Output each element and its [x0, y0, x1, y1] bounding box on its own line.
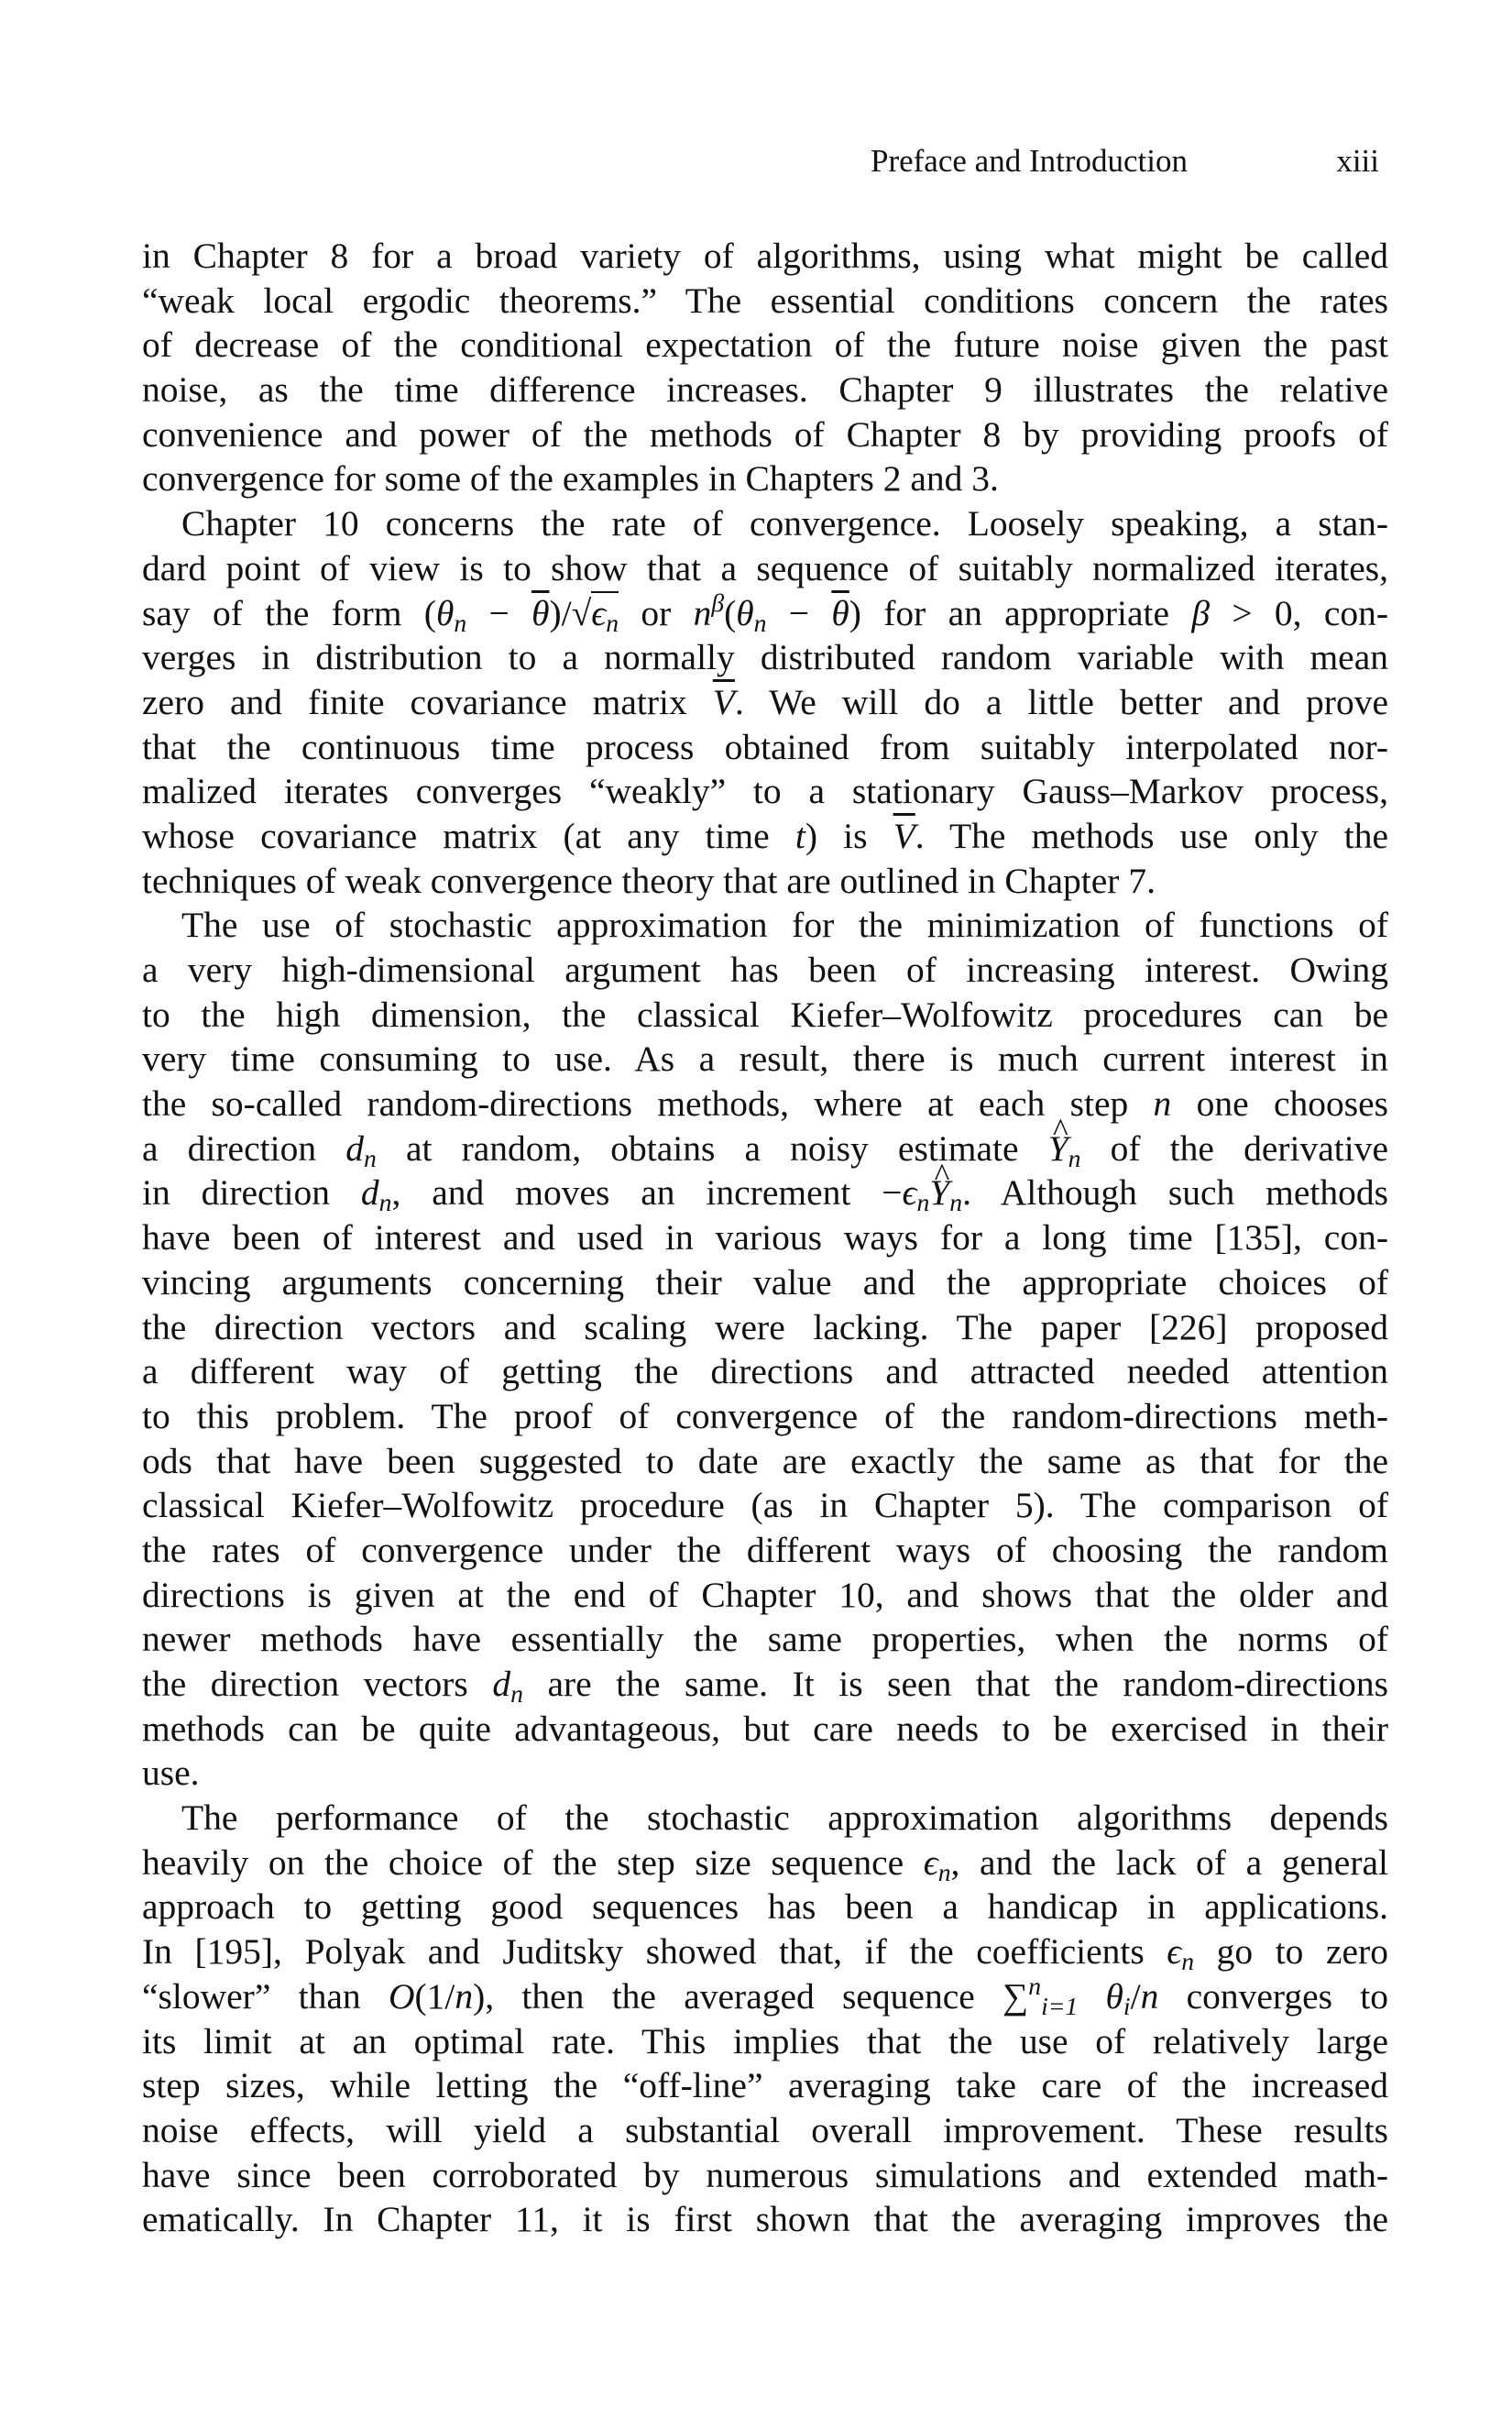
- text-run: In [195], Polyak and Juditsky showed that, if the coefficients: [142, 1931, 1167, 1973]
- text-line: convergence for some of the examples in Chapters 2 and 3.: [142, 458, 999, 500]
- text-line: use.: [142, 1753, 200, 1794]
- paragraph-4: [142, 1796, 1388, 2242]
- math-n: n: [1140, 1975, 1159, 2017]
- text-line: methods can be quite advantageous, but care needs to be exercised in their: [142, 1708, 1388, 1749]
- text-line: that the continuous time process obtained from suitably interpolated nor-: [142, 726, 1388, 767]
- text-line-with-math: [142, 1929, 1388, 1974]
- text-line: dard point of view is to show that a sequence of suitably normalized iterates,: [142, 547, 1388, 588]
- text-line: ematically. In Chapter 11, it is first shown that the averaging improves the: [142, 2199, 1388, 2240]
- text-run: ) for an appropriate: [849, 592, 1192, 633]
- math-epsilon: ϵ: [591, 592, 607, 633]
- text-run: −: [466, 592, 532, 633]
- math-d: d: [360, 1172, 379, 1214]
- text-line: “weak local ergodic theorems.” The essential conditions concern the rates: [142, 280, 1388, 321]
- text-line: approach to getting good sequences has been a handicap in applications.: [142, 1886, 1388, 1928]
- page-number: xiii: [1336, 143, 1379, 179]
- text-run: a direction: [142, 1127, 346, 1169]
- text-line: noise, as the time difference increases. Chapter 9 illustrates the relative: [142, 369, 1388, 411]
- text-line: to the high dimension, the classical Kiefer–Wolfowitz procedures can be: [142, 994, 1388, 1035]
- math-n: n: [1153, 1083, 1172, 1125]
- math-subscript: n: [363, 1143, 377, 1172]
- text-line: to this problem. The proof of convergence of the random-directions meth-: [142, 1395, 1388, 1436]
- text-run: heavily on the choice of the step size sequence: [142, 1841, 924, 1883]
- math-subscript: n: [378, 1188, 392, 1217]
- text-line: the direction vectors and scaling were lacking. The paper [226] proposed: [142, 1306, 1388, 1347]
- math-theta-bar: $\overline{\theta}$: [831, 592, 849, 633]
- text-run: “slower” than: [142, 1975, 389, 2017]
- text-run: . The methods use only the: [915, 815, 1388, 856]
- math-subscript: i: [1123, 1991, 1131, 2020]
- text-line-with-math: [142, 1662, 1388, 1707]
- math-subscript: n: [606, 608, 619, 637]
- text-line: its limit at an optimal rate. This implies that the use of relatively large: [142, 2020, 1388, 2061]
- math-theta: θ: [1078, 1975, 1123, 2017]
- text-line: the rates of convergence under the different ways of choosing the random: [142, 1529, 1388, 1570]
- math-subscript: i=1: [1041, 1991, 1079, 2020]
- text-run: > 0, con-: [1210, 592, 1389, 633]
- text-line: in Chapter 8 for a broad variety of algorithms, using what might be called: [142, 236, 1388, 276]
- math-d: d: [492, 1664, 511, 1704]
- text-line: techniques of weak convergence theory that are outlined in Chapter 7.: [142, 860, 1156, 901]
- math-subscript: n: [1068, 1143, 1081, 1172]
- text-run: . We will do a little better and prove: [734, 681, 1388, 722]
- text-run: the direction vectors: [142, 1664, 493, 1704]
- text-run: one chooses: [1171, 1083, 1388, 1125]
- text-run: )/√: [549, 592, 592, 633]
- paragraph-3: [142, 903, 1388, 1796]
- text-run: . Although such methods: [962, 1172, 1388, 1214]
- text-line: step sizes, while letting the “off-line” averaging take care of the increased: [142, 2065, 1388, 2106]
- math-y-hat: ^ Y: [1048, 1127, 1068, 1171]
- text-run: /: [1130, 1975, 1141, 2017]
- running-header-title: Preface and Introduction: [871, 143, 1188, 179]
- text-line: vincing arguments concerning their value and the appropriate choices of: [142, 1261, 1388, 1302]
- text-line: Chapter 10 concerns the rate of convergence. Loosely speaking, a stan-: [181, 503, 1388, 544]
- text-run: or: [619, 592, 694, 633]
- text-line: of decrease of the conditional expectation of the future noise given the past: [142, 324, 1388, 366]
- text-run: zero and finite covariance matrix: [142, 681, 713, 722]
- math-n: n: [693, 592, 712, 633]
- text-line: noise effects, will yield a substantial overall improvement. These results: [142, 2109, 1388, 2150]
- paragraph-2: [142, 501, 1388, 903]
- math-sqrt: [591, 591, 619, 637]
- text-line-with-math: [142, 1127, 1388, 1171]
- text-run: in direction: [142, 1172, 361, 1214]
- text-line: convenience and power of the methods of Chapter 8 by providing proofs of: [142, 413, 1388, 455]
- text-line: malized iterates converges “weakly” to a stationary Gauss–Markov process,: [142, 771, 1388, 812]
- math-beta: β: [1191, 592, 1211, 633]
- math-big-o: O: [388, 1975, 415, 2017]
- math-theta: θ: [736, 592, 754, 633]
- text-run: ) is: [805, 815, 893, 856]
- text-line: classical Kiefer–Wolfowitz procedure (as in Chapter 5). The comparison of: [142, 1485, 1388, 1526]
- text-run: of the derivative: [1080, 1127, 1388, 1169]
- text-run: , and moves an increment −: [391, 1172, 903, 1214]
- text-line: very time consuming to use. As a result, there is much current interest in: [142, 1039, 1388, 1080]
- text-run: the so-called random-directions methods, where at each step: [142, 1083, 1154, 1125]
- text-run: , and the lack of a general: [950, 1841, 1388, 1883]
- text-run: (: [724, 592, 737, 633]
- text-line-with-math: [142, 1971, 1389, 2020]
- text-line: a different way of getting the directions and attracted needed attention: [142, 1351, 1388, 1392]
- text-line-with-math: [142, 1171, 1388, 1215]
- text-line: have since been corroborated by numerous simulations and extended math-: [142, 2154, 1388, 2195]
- math-v-bar: $\overline{V}$: [893, 815, 915, 856]
- math-epsilon: ϵ: [902, 1172, 917, 1214]
- math-d: d: [345, 1127, 364, 1169]
- text-line-with-math: [142, 1082, 1388, 1127]
- math-n: n: [455, 1975, 474, 2017]
- math-theta-bar: $\overline{\theta}$: [531, 592, 550, 633]
- text-line-with-math: [142, 680, 1388, 725]
- text-line: verges in distribution to a normally distributed random variable with mean: [142, 637, 1388, 678]
- text-run: say of the form (: [142, 592, 436, 633]
- text-run: −: [766, 592, 832, 633]
- math-theta: θ: [435, 592, 455, 633]
- text-line: The performance of the stochastic approximation algorithms depends: [181, 1797, 1388, 1839]
- running-header: [871, 143, 1379, 180]
- math-subscript: n: [949, 1188, 963, 1217]
- text-run: converges to: [1158, 1975, 1389, 2017]
- math-superscript: n: [1028, 1971, 1042, 2000]
- text-line: a very high-dimensional argument has been of increasing interest. Owing: [142, 950, 1388, 990]
- text-run: go to zero: [1194, 1931, 1388, 1973]
- text-line-with-math: [142, 814, 1388, 859]
- math-subscript: n: [916, 1188, 930, 1217]
- math-sum-symbol: ∑: [1003, 1975, 1029, 2017]
- text-run: ), then the averaged sequence: [473, 1975, 1003, 2017]
- body-text: [142, 234, 1388, 2242]
- math-subscript: n: [510, 1678, 523, 1708]
- text-run: whose covariance matrix (at any time: [142, 815, 795, 856]
- text-line-with-math: [142, 588, 1389, 637]
- text-run: at random, obtains a noisy estimate: [376, 1127, 1048, 1169]
- text-line: have been of interest and used in various ways for a long time [135], con-: [142, 1217, 1388, 1258]
- math-v-bar: $\overline{V}$: [712, 681, 735, 722]
- math-t: t: [794, 815, 805, 856]
- math-y-hat: ^ Y: [929, 1171, 949, 1215]
- text-line: directions is given at the end of Chapter 10, and shows that the older and: [142, 1574, 1388, 1615]
- math-subscript: n: [937, 1857, 951, 1886]
- math-subscript: n: [454, 608, 467, 637]
- text-run: are the same. It is seen that the random-directions: [522, 1664, 1389, 1704]
- paragraph-1: [142, 234, 1388, 501]
- math-epsilon: ϵ: [923, 1841, 938, 1883]
- text-line: The use of stochastic approximation for the minimization of functions of: [181, 905, 1388, 946]
- math-subscript: n: [1181, 1947, 1195, 1976]
- text-line: newer methods have essentially the same properties, when the norms of: [142, 1619, 1388, 1660]
- math-subscript: n: [753, 608, 767, 637]
- math-superscript-beta: β: [711, 588, 725, 617]
- text-run: (1/: [414, 1975, 455, 2017]
- text-line-with-math: [142, 1841, 1388, 1885]
- math-epsilon: ϵ: [1167, 1931, 1182, 1973]
- text-line: ods that have been suggested to date are exactly the same as that for the: [142, 1440, 1388, 1481]
